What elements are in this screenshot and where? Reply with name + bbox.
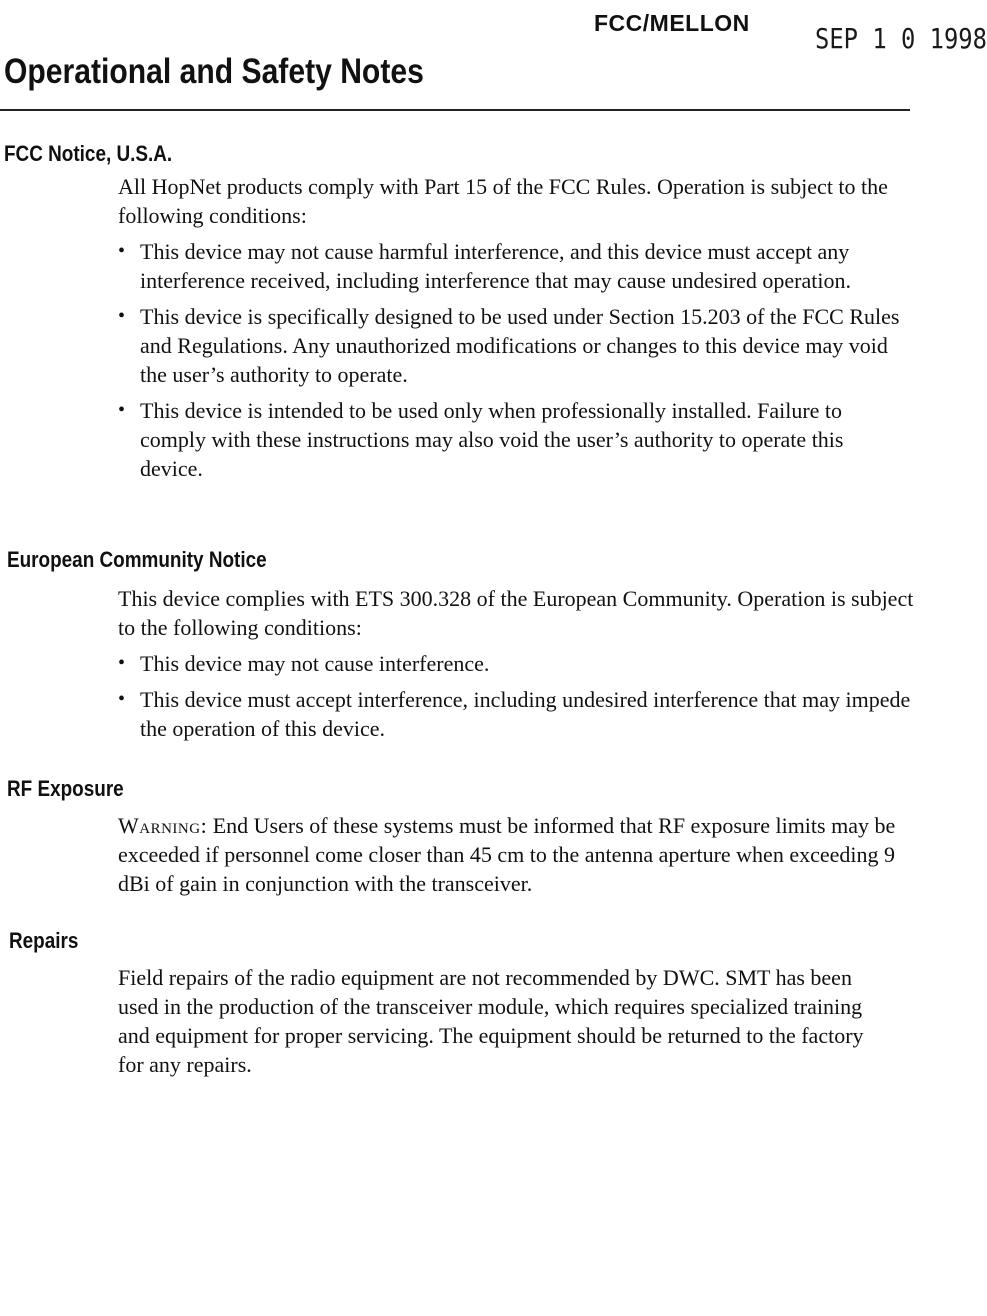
eu-bullet-2: • This device must accept interference, including undesired interference that may impede the operation of this device.	[118, 685, 918, 743]
fcc-notice-intro: All HopNet products comply with Part 15 of the FCC Rules. Operation is subject to the following conditions:	[118, 174, 888, 228]
warning-text: End Users of these systems must be informed that RF exposure limits may be exceeded if personnel come closer than 45 cm to the antenna aperture when exceeding 9 dBi of gain in conjunction with the transceiver.	[118, 813, 896, 896]
eu-notice-heading: European Community Notice	[7, 547, 267, 572]
rf-exposure-heading: RF Exposure	[7, 776, 124, 801]
fcc-notice-body	[118, 172, 908, 483]
fcc-bullet-1: • This device may not cause harmful interference, and this device must accept any interference received, including interference that may cause undesired operation.	[118, 237, 908, 295]
received-stamp: FCC/MELLON	[594, 10, 750, 36]
eu-bullet-1: • This device may not cause interference.	[118, 649, 918, 678]
repairs-heading: Repairs	[9, 928, 79, 953]
date-stamp: SEP 1 0 1998	[815, 22, 987, 55]
fcc-bullet-3: • This device is intended to be used only when professionally installed. Failure to comply with these instructions may also void the user’s authority to operate this device.	[118, 396, 908, 483]
title-divider	[0, 109, 910, 111]
fcc-bullet-2: • This device is specifically designed to be used under Section 15.203 of the FCC Rules and Regulations. Any unauthorized modifications or changes to this device may void the user’s authority to operate.	[118, 302, 908, 389]
eu-notice-body	[118, 584, 918, 743]
rf-exposure-body	[118, 811, 898, 898]
eu-notice-intro: This device complies with ETS 300.328 of the European Community. Operation is subject to the following conditions:	[118, 586, 914, 640]
repairs-body	[118, 963, 878, 1079]
warning-label: Warning:	[118, 813, 208, 838]
repairs-text: Field repairs of the radio equipment are not recommended by DWC. SMT has been used in the production of the transceiver module, which requires specialized training and equipment for proper servicing. The equipment should be returned to the factory for any repairs.	[118, 965, 864, 1077]
page-title: Operational and Safety Notes	[4, 52, 424, 91]
fcc-notice-heading: FCC Notice, U.S.A.	[4, 141, 173, 166]
